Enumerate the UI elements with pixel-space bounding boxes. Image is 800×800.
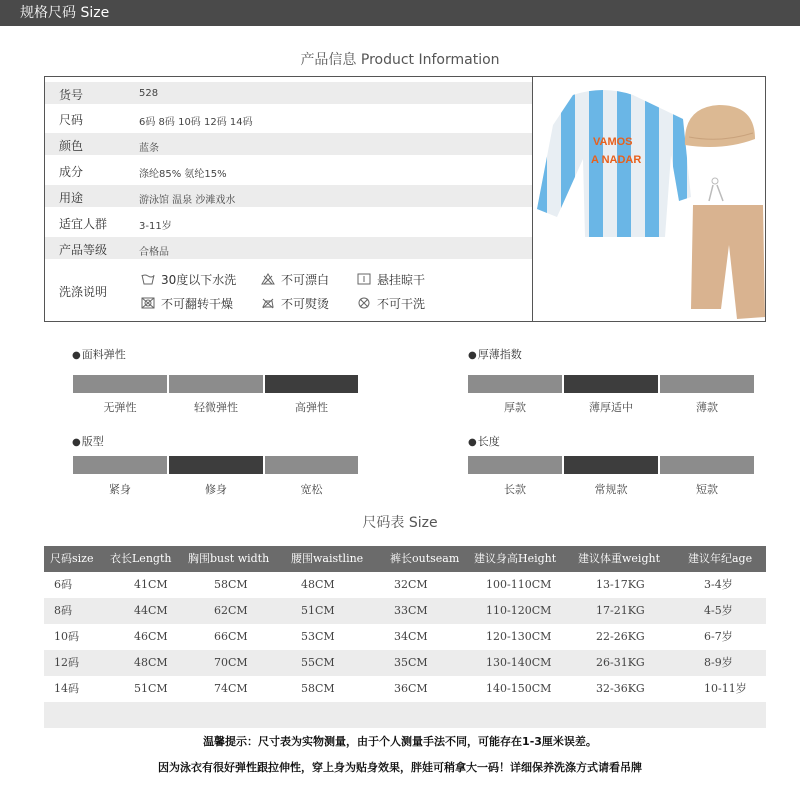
fit-option: 紧身 <box>109 483 131 496</box>
wash-30-icon <box>141 273 155 285</box>
size-cell: 8码 <box>54 604 72 617</box>
info-value: 6码 8码 10码 12码 14码 <box>139 117 253 128</box>
note-tip: 温馨提示：尺寸表为实物测量，由于个人测量手法不同，可能存在1-3厘米误差。 <box>203 735 597 748</box>
no-bleach-icon <box>261 273 275 285</box>
size-cell: 51CM <box>301 604 335 617</box>
care-item: 30度以下水洗 <box>141 271 236 288</box>
size-cell: 55CM <box>301 656 335 669</box>
info-value: 游泳馆 温泉 沙滩戏水 <box>139 195 236 206</box>
size-cell: 130-140CM <box>486 656 552 669</box>
size-cell: 10-11岁 <box>704 682 747 695</box>
attr-title-fit: ● 版型 <box>72 433 104 449</box>
info-label: 适宜人群 <box>59 217 108 231</box>
care-item: 不可干洗 <box>357 295 425 312</box>
header-title: 规格尺码 Size <box>20 5 110 21</box>
size-header-cell: 胸围bust width <box>188 552 270 565</box>
thickness-option: 薄厚适中 <box>589 401 633 414</box>
product-image <box>533 77 765 321</box>
bar-length-0 <box>468 456 562 474</box>
size-cell: 66CM <box>214 630 248 643</box>
info-label: 用途 <box>59 191 84 205</box>
size-cell: 33CM <box>394 604 428 617</box>
size-cell: 48CM <box>301 578 335 591</box>
size-cell: 12码 <box>54 656 79 669</box>
fit-option: 修身 <box>205 483 227 496</box>
size-cell: 58CM <box>214 578 248 591</box>
info-row-material <box>45 159 532 181</box>
size-cell: 32CM <box>394 578 428 591</box>
info-value: 3-11岁 <box>139 221 172 232</box>
size-cell: 74CM <box>214 682 248 695</box>
info-label: 成分 <box>59 165 84 179</box>
size-header-cell: 尺码size <box>50 552 94 565</box>
size-cell: 10码 <box>54 630 79 643</box>
bar-elasticity-0 <box>73 375 167 393</box>
elasticity-option: 轻微弹性 <box>194 401 238 414</box>
size-table-title: 尺码表 Size <box>362 515 438 531</box>
size-cell: 51CM <box>134 682 168 695</box>
size-cell: 62CM <box>214 604 248 617</box>
table-row <box>44 572 766 598</box>
size-cell: 4-5岁 <box>704 604 733 617</box>
table-row <box>44 624 766 650</box>
size-cell: 26-31KG <box>596 656 645 669</box>
care-label: 洗涤说明 <box>59 285 108 299</box>
info-value: 蓝条 <box>139 143 159 154</box>
bar-length-2 <box>660 456 754 474</box>
size-cell: 48CM <box>134 656 168 669</box>
table-row <box>44 650 766 676</box>
info-row-age-group <box>45 211 532 233</box>
thickness-option: 薄款 <box>696 401 718 414</box>
bar-thickness-2 <box>660 375 754 393</box>
product-info-table <box>45 77 532 321</box>
shirt-text: VAMOS <box>593 136 633 148</box>
attr-title-thickness: ● 厚薄指数 <box>468 346 522 362</box>
info-value: 合格品 <box>139 247 169 258</box>
size-table-header <box>44 546 766 572</box>
size-cell: 46CM <box>134 630 168 643</box>
info-label: 尺码 <box>59 113 84 127</box>
size-cell: 6码 <box>54 578 72 591</box>
size-cell: 110-120CM <box>486 604 552 617</box>
attr-title-length: ● 长度 <box>468 433 500 449</box>
size-cell: 53CM <box>301 630 335 643</box>
care-item: 悬挂晾干 <box>357 271 425 288</box>
bar-thickness-0 <box>468 375 562 393</box>
info-label: 产品等级 <box>59 243 108 257</box>
elasticity-option: 高弹性 <box>295 401 328 414</box>
info-value: 涤纶85% 氨纶15% <box>139 169 227 180</box>
hang-dry-icon <box>357 273 371 285</box>
product-info-title: 产品信息 Product Information <box>300 52 500 68</box>
no-dry-clean-icon <box>357 297 371 309</box>
size-cell: 22-26KG <box>596 630 645 643</box>
size-cell: 58CM <box>301 682 335 695</box>
size-cell: 70CM <box>214 656 248 669</box>
size-cell: 13-17KG <box>596 578 645 591</box>
info-row-grade <box>45 237 532 259</box>
table-row <box>44 676 766 702</box>
length-option: 常规款 <box>594 483 628 496</box>
info-value: 528 <box>139 88 159 99</box>
size-cell: 3-4岁 <box>704 578 733 591</box>
size-cell: 14码 <box>54 682 79 695</box>
note-elastic: 因为泳衣有很好弹性跟拉伸性，穿上身为贴身效果，胖娃可稍拿大一码！详细保养洗涤方式请看吊牌 <box>158 761 642 774</box>
care-item: 不可翻转干燥 <box>141 295 233 312</box>
size-header-cell: 建议身高Height <box>474 552 557 565</box>
swimsuit-image <box>533 77 765 321</box>
attr-title-elasticity: ● 面料弹性 <box>72 346 126 362</box>
bar-fit-1 <box>169 456 263 474</box>
size-header-cell: 建议年纪age <box>688 552 753 565</box>
info-row-usage <box>45 185 532 207</box>
no-tumble-dry-icon <box>141 297 155 309</box>
size-header-cell: 腰围waistline <box>291 552 364 565</box>
bar-elasticity-1 <box>169 375 263 393</box>
size-cell: 8-9岁 <box>704 656 733 669</box>
product-info-box <box>44 76 766 322</box>
bar-fit-0 <box>73 456 167 474</box>
table-row-empty <box>44 702 766 728</box>
size-cell: 17-21KG <box>596 604 645 617</box>
info-row-size <box>45 107 532 129</box>
size-header-cell: 衣长Length <box>110 552 172 565</box>
info-row-item-no <box>45 82 532 104</box>
bar-elasticity-2 <box>265 375 358 393</box>
bar-length-1 <box>564 456 658 474</box>
size-header-cell: 裤长outseam <box>390 552 460 565</box>
size-cell: 36CM <box>394 682 428 695</box>
care-item: 不可漂白 <box>261 271 329 288</box>
length-option: 长款 <box>504 483 526 496</box>
elasticity-option: 无弹性 <box>103 401 137 414</box>
size-cell: 41CM <box>134 578 168 591</box>
length-option: 短款 <box>696 483 718 496</box>
bar-thickness-1 <box>564 375 658 393</box>
info-label: 颜色 <box>59 139 84 153</box>
size-header-cell: 建议体重weight <box>578 552 660 565</box>
no-iron-icon <box>261 297 275 309</box>
size-cell: 35CM <box>394 656 428 669</box>
care-item: 不可熨烫 <box>261 295 329 312</box>
size-cell: 6-7岁 <box>704 630 733 643</box>
info-row-care <box>45 263 532 319</box>
thickness-option: 厚款 <box>504 401 526 414</box>
size-cell: 44CM <box>134 604 168 617</box>
info-label: 货号 <box>59 88 84 102</box>
size-cell: 120-130CM <box>486 630 552 643</box>
table-row <box>44 598 766 624</box>
size-cell: 100-110CM <box>486 578 552 591</box>
header-bar <box>0 0 800 26</box>
size-cell: 32-36KG <box>596 682 645 695</box>
info-row-color <box>45 133 532 155</box>
size-cell: 34CM <box>394 630 428 643</box>
shirt-text: A NADAR <box>591 154 642 166</box>
size-cell: 140-150CM <box>486 682 552 695</box>
fit-option: 宽松 <box>300 483 323 496</box>
bar-fit-2 <box>265 456 358 474</box>
